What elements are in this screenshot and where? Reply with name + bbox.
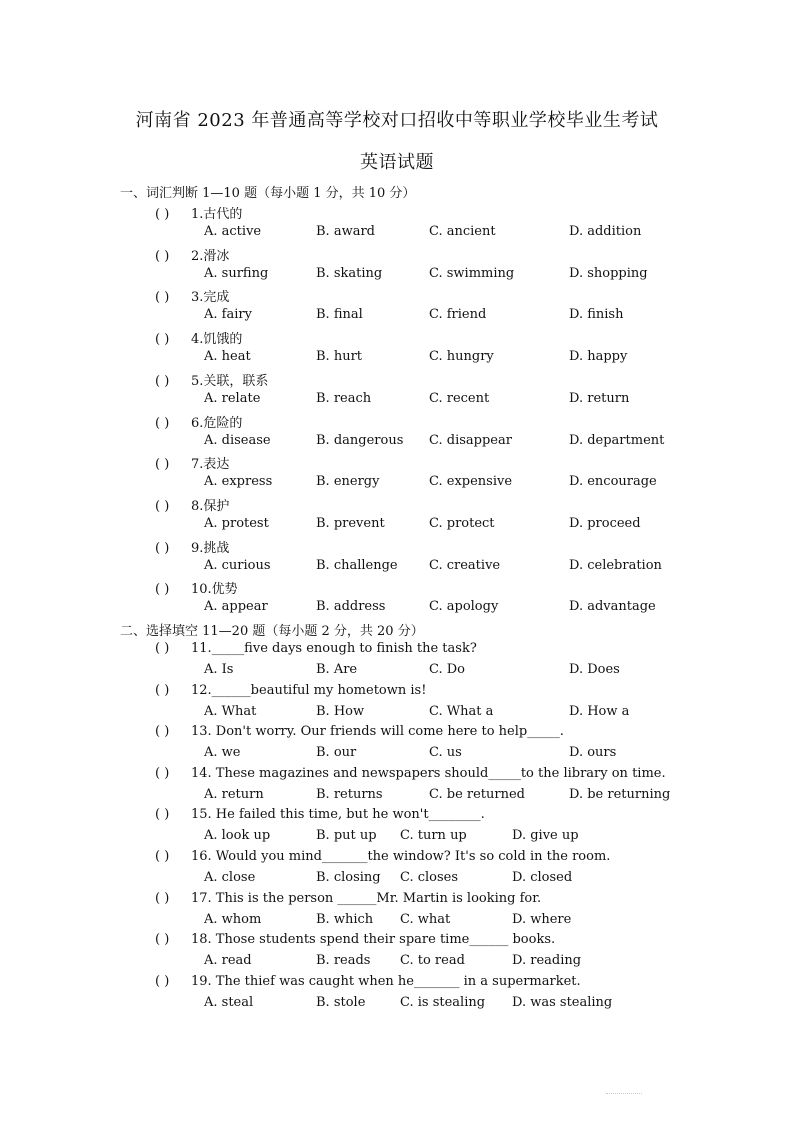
option-b: B. closing (316, 870, 381, 885)
question-stem (155, 328, 242, 347)
question-text: 15. He failed this time, but he won't________. (191, 807, 485, 823)
option-b: B. dangerous (316, 432, 404, 448)
option-a: A. close (204, 870, 256, 885)
option-b: B. energy (316, 474, 380, 490)
question-text: 1.古代的 (191, 207, 243, 222)
option-row (204, 516, 684, 534)
question-stem (155, 412, 242, 431)
option-row (204, 391, 684, 409)
question-text: 11._____five days enough to finish the task? (191, 641, 477, 656)
option-row (204, 828, 684, 846)
option-a: A. steal (204, 994, 254, 1010)
question-text: 8.保护 (191, 498, 230, 514)
option-c: C. hungry (429, 349, 494, 365)
question-text: 5.关联，联系 (191, 373, 269, 389)
option-a: A. protest (204, 515, 269, 531)
option-a: A. active (204, 224, 262, 239)
option-b: B. prevent (316, 515, 385, 531)
option-row (204, 745, 684, 763)
option-b: B. address (316, 599, 386, 615)
question-text: 3.完成 (191, 290, 230, 306)
option-row (204, 704, 684, 722)
answer-blank: ( ) (155, 890, 170, 906)
answer-blank: ( ) (155, 207, 170, 222)
option-row (204, 870, 684, 888)
answer-blank: ( ) (155, 582, 170, 598)
question-stem (155, 370, 268, 389)
option-a: A. Is (204, 662, 234, 677)
option-d: D. give up (512, 828, 579, 844)
option-b: B. How (316, 703, 365, 719)
option-b: B. stole (316, 994, 366, 1010)
option-b: B. which (316, 911, 374, 927)
question-stem (155, 974, 581, 989)
question-text: 17. This is the person ______Mr. Martin is looking for. (191, 890, 542, 906)
option-a: A. express (204, 474, 273, 490)
answer-blank: ( ) (155, 540, 170, 556)
option-c: C. to read (400, 953, 465, 969)
option-d: D. where (512, 911, 572, 927)
option-a: A. surfing (204, 265, 269, 281)
option-c: C. swimming (429, 265, 515, 281)
option-c: C. apology (429, 599, 499, 615)
option-a: A. What (204, 703, 257, 719)
question-text: 18. Those students spend their spare time______ books. (191, 932, 556, 948)
question-stem (155, 766, 666, 781)
section-1-heading: 一、词汇判断 1—10 题（每小题 1 分，共 10 分） (120, 186, 416, 201)
question-text: 19. The thief was caught when he_______ in a supermarket. (191, 973, 581, 989)
option-a: A. return (204, 786, 264, 802)
option-b: B. reads (316, 953, 371, 969)
option-row (204, 995, 684, 1013)
option-c: C. closes (400, 870, 459, 885)
option-c: C. us (429, 745, 462, 761)
option-row (204, 349, 684, 367)
option-d: D. department (569, 432, 665, 448)
answer-blank: ( ) (155, 415, 170, 431)
option-c: C. be returned (429, 786, 526, 802)
question-text: 7.表达 (191, 457, 230, 473)
question-stem (155, 807, 485, 822)
option-c: C. what (400, 911, 451, 927)
question-stem (155, 849, 610, 864)
option-d: D. happy (569, 349, 628, 365)
option-d: D. advantage (569, 599, 656, 615)
question-text: 4.饥饿的 (191, 332, 243, 348)
question-text: 9.挑战 (191, 540, 230, 556)
option-c: C. disappear (429, 432, 512, 448)
option-c: C. What a (429, 703, 494, 719)
option-b: B. award (316, 224, 375, 239)
answer-blank: ( ) (155, 373, 170, 389)
option-b: B. returns (316, 786, 383, 802)
answer-blank: ( ) (155, 849, 170, 864)
option-d: D. addition (569, 224, 642, 239)
question-text: 6.危险的 (191, 415, 243, 431)
option-row (204, 953, 684, 971)
page-subtitle: 英语试题 (360, 152, 434, 173)
option-row (204, 433, 684, 451)
question-text: 13. Don't worry. Our friends will come here to help_____. (191, 724, 564, 740)
question-text: 12.______beautiful my hometown is! (191, 682, 427, 698)
answer-blank: ( ) (155, 724, 170, 740)
option-d: D. proceed (569, 515, 641, 531)
question-stem (155, 286, 229, 305)
option-b: B. our (316, 745, 357, 761)
option-a: A. look up (204, 828, 271, 844)
question-stem (155, 724, 564, 739)
answer-blank: ( ) (155, 248, 170, 264)
answer-blank: ( ) (155, 932, 170, 948)
option-c: C. creative (429, 557, 501, 573)
question-stem (155, 683, 426, 698)
option-row (204, 474, 684, 492)
page-title: 河南省 2023 年普通高等学校对口招收中等职业学校毕业生考试 (135, 110, 659, 131)
option-b: B. final (316, 307, 363, 323)
option-d: D. was stealing (512, 994, 613, 1010)
question-text: 14. These magazines and newspapers should_____to the library on time. (191, 765, 666, 781)
option-d: D. How a (569, 703, 630, 719)
option-d: D. Does (569, 662, 620, 677)
option-b: B. challenge (316, 557, 398, 573)
question-stem (155, 537, 229, 556)
answer-blank: ( ) (155, 973, 170, 989)
question-stem (155, 641, 477, 656)
option-a: A. heat (204, 349, 251, 365)
question-stem (155, 932, 555, 947)
option-b: B. skating (316, 265, 383, 281)
option-d: D. closed (512, 870, 573, 885)
option-c: C. Do (429, 662, 465, 677)
option-row (204, 662, 684, 680)
option-d: D. reading (512, 953, 582, 969)
option-b: B. Are (316, 662, 358, 677)
answer-blank: ( ) (155, 641, 170, 656)
option-d: D. shopping (569, 265, 648, 281)
option-d: D. celebration (569, 557, 662, 573)
option-c: C. recent (429, 390, 490, 406)
option-c: C. friend (429, 307, 487, 323)
answer-blank: ( ) (155, 290, 170, 306)
option-b: B. reach (316, 390, 372, 406)
option-d: D. finish (569, 307, 624, 323)
answer-blank: ( ) (155, 807, 170, 823)
question-stem (155, 578, 238, 597)
answer-blank: ( ) (155, 765, 170, 781)
answer-blank: ( ) (155, 498, 170, 514)
option-row (204, 558, 684, 576)
option-d: D. ours (569, 745, 617, 761)
option-row (204, 307, 684, 325)
question-stem (155, 203, 242, 222)
option-c: C. expensive (429, 474, 513, 490)
question-stem (155, 891, 541, 906)
question-text: 10.优势 (191, 582, 238, 598)
question-stem (155, 245, 229, 264)
answer-blank: ( ) (155, 457, 170, 473)
option-a: A. relate (204, 390, 261, 406)
option-row (204, 912, 684, 930)
option-a: A. appear (204, 599, 268, 615)
option-a: A. fairy (204, 307, 252, 323)
option-d: D. return (569, 390, 630, 406)
option-a: A. we (204, 745, 241, 761)
question-stem (155, 495, 229, 514)
question-stem (155, 453, 229, 472)
section-2-heading: 二、选择填空 11—20 题（每小题 2 分，共 20 分） (120, 624, 424, 639)
option-b: B. put up (316, 828, 377, 844)
option-a: A. disease (204, 432, 271, 448)
option-row (204, 224, 684, 242)
option-row (204, 599, 684, 617)
question-text: 2.滑冰 (191, 248, 230, 264)
option-b: B. hurt (316, 349, 363, 365)
answer-blank: ( ) (155, 682, 170, 698)
option-a: A. read (204, 953, 252, 969)
option-c: C. protect (429, 515, 495, 531)
watermark-dots (606, 1093, 642, 1097)
option-c: C. is stealing (400, 994, 486, 1010)
option-a: A. whom (204, 911, 262, 927)
option-c: C. turn up (400, 828, 467, 844)
option-row (204, 787, 684, 805)
question-text: 16. Would you mind_______the window? It's so cold in the room. (191, 849, 611, 864)
option-d: D. encourage (569, 474, 657, 490)
option-row (204, 266, 684, 284)
option-c: C. ancient (429, 224, 496, 239)
option-a: A. curious (204, 557, 271, 573)
answer-blank: ( ) (155, 332, 170, 348)
option-d: D. be returning (569, 786, 671, 802)
